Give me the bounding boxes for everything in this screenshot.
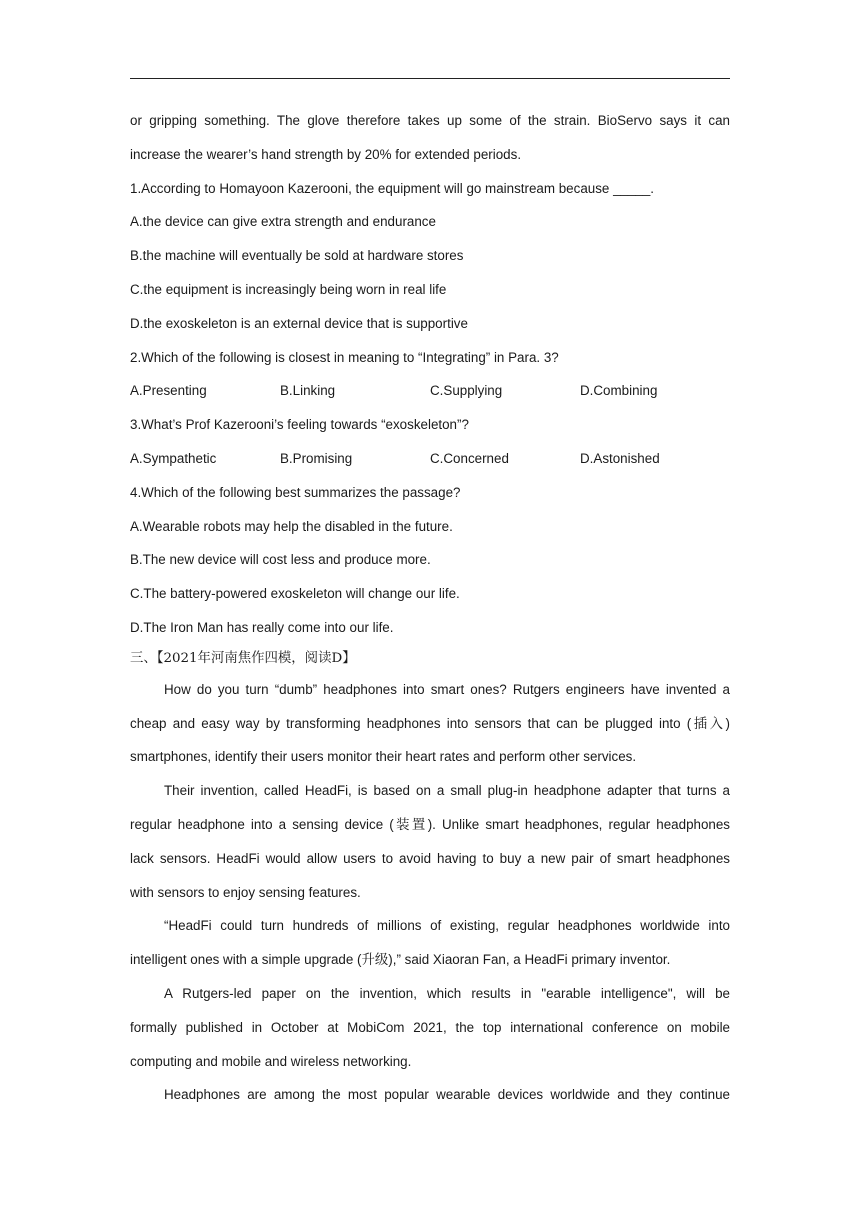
question-option: C.the equipment is increasingly being worn in real life <box>130 281 447 297</box>
question-option: D.the exoskeleton is an external device that is supportive <box>130 315 468 331</box>
question-option: B.Promising <box>280 450 353 466</box>
passage-line: cheap and easy way by transforming headphones into sensors that can be plugged into (插入) <box>130 715 730 731</box>
passage-line: “HeadFi could turn hundreds of millions of existing, regular headphones worldwide into <box>164 918 730 934</box>
section-header: 三、【2021年河南焦作四模，阅读D】 <box>130 650 356 666</box>
passage-line: formally published in October at MobiCom 2021, the top international conference on mobile <box>130 1019 730 1035</box>
question-option: B.the machine will eventually be sold at hardware stores <box>130 248 464 264</box>
passage-line: A Rutgers-led paper on the invention, which results in "earable intelligence", will be <box>164 985 730 1001</box>
passage-line: Their invention, called HeadFi, is based on a small plug-in headphone adapter that turns a <box>164 783 730 799</box>
document-page <box>130 104 730 1112</box>
passage-line: regular headphone into a sensing device (装置). Unlike smart headphones, regular headphones <box>130 816 730 832</box>
passage-line: computing and mobile and wireless networking. <box>130 1053 412 1069</box>
header-rule <box>130 78 730 79</box>
question-option: A.Sympathetic <box>130 450 217 466</box>
question-option: D.Astonished <box>580 450 660 466</box>
question-stem: 4.Which of the following best summarizes the passage? <box>130 484 461 500</box>
question-options-row <box>130 374 730 408</box>
question-stem: 3.What’s Prof Kazerooni’s feeling towards “exoskeleton”? <box>130 417 469 433</box>
passage-line: lack sensors. HeadFi would allow users to avoid having to buy a new pair of smart headphones <box>130 850 730 866</box>
question-option: A.the device can give extra strength and endurance <box>130 214 436 230</box>
passage-line: smartphones, identify their users monitor their heart rates and perform other services. <box>130 749 637 765</box>
question-option: B.Linking <box>280 383 336 399</box>
question-option: C.The battery-powered exoskeleton will change our life. <box>130 586 460 602</box>
question-stem: 1.According to Homayoon Kazerooni, the equipment will go mainstream because _____. <box>130 180 655 196</box>
passage-line: intelligent ones with a simple upgrade (升级),” said Xiaoran Fan, a HeadFi primary inventor. <box>130 952 671 968</box>
question-option: D.The Iron Man has really come into our life. <box>130 619 394 635</box>
passage-line: How do you turn “dumb” headphones into smart ones? Rutgers engineers have invented a <box>164 681 730 697</box>
passage-line: increase the wearer’s hand strength by 20% for extended periods. <box>130 146 522 162</box>
question-option: B.The new device will cost less and produce more. <box>130 552 431 568</box>
question-stem: 2.Which of the following is closest in meaning to “Integrating” in Para. 3? <box>130 349 559 365</box>
question-options-row <box>130 442 730 476</box>
passage-line: or gripping something. The glove therefore takes up some of the strain. BioServo says it can <box>130 113 730 128</box>
question-option: D.Combining <box>580 383 658 399</box>
question-option: A.Presenting <box>130 383 207 399</box>
passage-line: with sensors to enjoy sensing features. <box>130 884 361 900</box>
question-option: A.Wearable robots may help the disabled in the future. <box>130 518 453 534</box>
question-option: C.Supplying <box>430 383 503 399</box>
question-option: C.Concerned <box>430 450 509 466</box>
passage-line: Headphones are among the most popular wearable devices worldwide and they continue <box>164 1087 730 1103</box>
